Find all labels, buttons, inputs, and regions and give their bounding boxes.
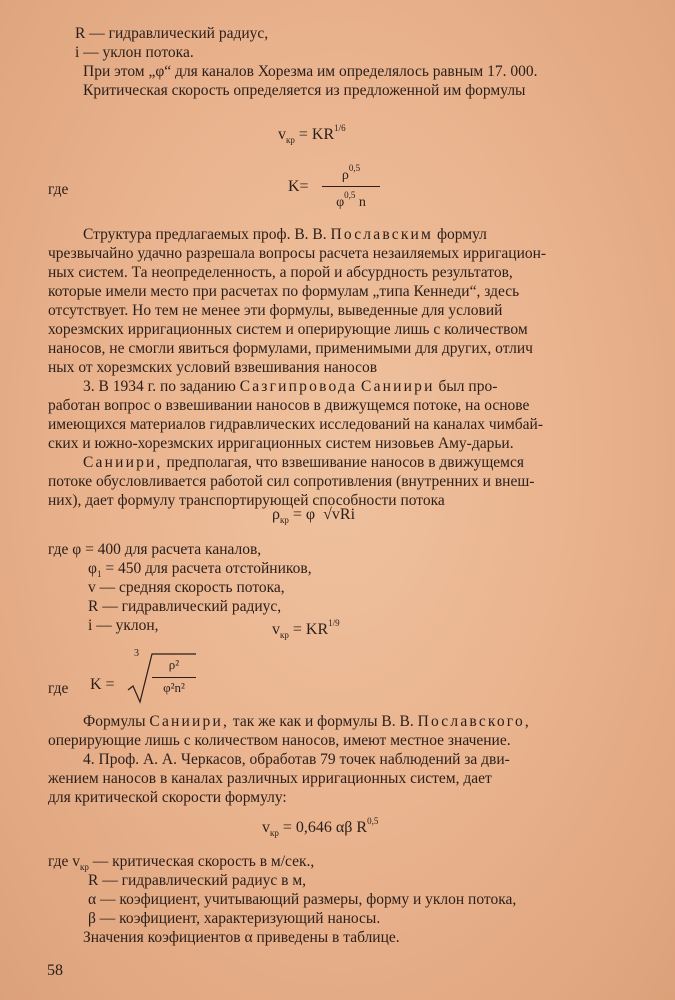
text-span: формул [436, 226, 487, 243]
text-line: Критическая скорость определяется из предложенной им формулы [83, 82, 526, 99]
text-line: хорезмских ирригационных систем и оперирующие лишь с количеством [48, 321, 528, 338]
text-line: чрезвычайно удачно разрешала вопросы расчета незаиляемых ирригацион- [48, 245, 547, 262]
def-text: = 400 для расчета каналов, [85, 541, 262, 558]
spaced-name: Саниири, [149, 713, 230, 730]
def-line: β — коэфициент, характеризующий наносы. [88, 910, 381, 927]
text-line: работан вопрос о взвешивании наносов в движущемся потоке, на основе [48, 397, 530, 414]
page-number: 58 [47, 962, 63, 979]
text-line: наносов, не смогли явиться формулами, применимыми для других, отлич [48, 340, 533, 357]
root-index: 3 [134, 648, 139, 659]
formula-k-numerator [322, 163, 380, 184]
formula-symbol: φ [88, 560, 97, 577]
formula-symbol: ρ [272, 506, 280, 523]
formula-symbol: n [358, 195, 366, 210]
def-line [88, 578, 285, 597]
formula-k-lhs: K= [288, 178, 309, 195]
text-line: ных систем. Та неопределенность, а порой и абсурдность результатов, [48, 264, 513, 281]
text-line: ных от хорезмских условий взвешивания наносов [48, 359, 378, 376]
def-line: R — гидравлический радиус в м, [88, 872, 307, 889]
text-span: так же как и формулы В. В. [232, 713, 414, 730]
formula-rho-kr [272, 506, 355, 525]
formula-symbol: v [88, 579, 96, 596]
def-line [48, 540, 261, 559]
text-span: Формулы [83, 713, 146, 730]
formula-exponent: 0,5 [367, 816, 379, 826]
formula-symbol: R [88, 598, 99, 615]
formula-symbol: ρ [341, 168, 349, 183]
root-numerator: ρ² [168, 657, 180, 672]
text-span: Структура предлагаемых проф. В. В. [83, 226, 327, 243]
text-span: был про- [438, 378, 498, 395]
formula-vkr-k-ninth [272, 618, 340, 640]
formula-exponent: 1/6 [334, 123, 346, 133]
formula-vkr-k [278, 123, 346, 145]
def-i-line: i — уклон потока. [75, 44, 194, 61]
spaced-name: Пославского, [417, 713, 531, 730]
formula-subscript: кр [279, 515, 289, 525]
root-denominator: φ²n² [163, 680, 185, 695]
text-line: потоке обусловливается работой сил сопротивления (внутренних и внеш- [48, 473, 535, 490]
formula-k-denominator [322, 190, 380, 211]
formula-subscript: кр [286, 135, 295, 145]
fraction-bar [152, 677, 196, 678]
where-label: где [48, 181, 69, 198]
text-line [83, 225, 487, 244]
def-line [88, 616, 159, 635]
text-line: отсутствует. Но тем не менее эти формулы, выведенные для условий [48, 302, 503, 319]
text-span: 3. В 1934 г. по заданию [83, 378, 236, 395]
formula-symbol: где φ [48, 541, 82, 558]
def-text: — уклон, [96, 617, 159, 634]
text-line: имеющихся материалов гидравлических исследований на каналах чимбай- [48, 416, 544, 433]
text-line: жением наносов в каналах различных ирригационных систем, дает [48, 770, 492, 787]
where-label: где [48, 680, 69, 697]
formula-k-lhs: K = [90, 676, 115, 693]
formula-symbol: φ [336, 195, 345, 210]
text-line: них), дает формулу транспортирующей способности потока [48, 492, 445, 509]
text-line: При этом „φ“ для каналов Хорезма им определялось равным 17. 000. [83, 63, 538, 80]
def-text: — средняя скорость потока, [99, 579, 285, 596]
formula-symbol: v [278, 126, 286, 143]
spaced-name: Саниири, [83, 454, 163, 471]
fraction-bar [322, 186, 380, 187]
formula-rhs: = φ [292, 506, 316, 523]
def-line: α — коэфициент, учитывающий размеры, форму и уклон потока, [88, 891, 517, 908]
text-line: которые имели место при расчетах по формулам „типа Кеннеди“, здесь [48, 283, 520, 300]
text-line: ских и южно-хорезмских ирригационных систем низовьев Аму-дарьи. [48, 435, 514, 452]
text-line [83, 377, 497, 396]
text-line: для критической скорости формулу: [48, 789, 287, 806]
def-r-line: R — гидравлический радиус, [75, 25, 269, 42]
def-line [88, 597, 281, 616]
formula-rhs: = 0,646 αβ R [282, 819, 368, 836]
formula-exponent: 1/9 [328, 618, 340, 628]
formula-subscript: кр [270, 828, 279, 838]
formula-symbol: v [272, 621, 280, 638]
text-line: 4. Проф. А. А. Черкасов, обработав 79 точек наблюдений за дви- [83, 751, 510, 768]
formula-rhs: = KR [298, 126, 335, 143]
formula-rhs: = KR [292, 621, 329, 638]
text-line [83, 453, 524, 472]
formula-subscript: кр [280, 630, 289, 640]
formula-subscript: 1 [96, 569, 102, 579]
formula-exponent: 0,5 [348, 163, 361, 173]
text-line [83, 712, 531, 731]
formula-subscript: кр [79, 862, 89, 872]
formula-symbol: где v [48, 853, 80, 870]
spaced-name: Саниири [361, 378, 435, 395]
text-line: оперирующие лишь с количеством наносов, имеют местное значение. [48, 732, 511, 749]
def-text: — гидравлический радиус, [102, 598, 282, 615]
spaced-name: Пославским [330, 226, 434, 243]
formula-symbol: i [88, 617, 93, 634]
def-text: = 450 для расчета отстойников, [105, 560, 312, 577]
formula-exponent: 0,5 [344, 190, 356, 200]
formula-root: √vRi [323, 506, 356, 523]
text-line: Значения коэфициентов α приведены в таблице. [83, 929, 400, 946]
formula-vkr-cherkasov [262, 816, 378, 838]
spaced-name: Сазгипровода [239, 378, 358, 395]
def-text: — критическая скорость в м/сек., [88, 853, 315, 870]
formula-symbol: v [262, 819, 270, 836]
text-span: предполагая, что взвешивание наносов в движущемся [166, 454, 524, 471]
